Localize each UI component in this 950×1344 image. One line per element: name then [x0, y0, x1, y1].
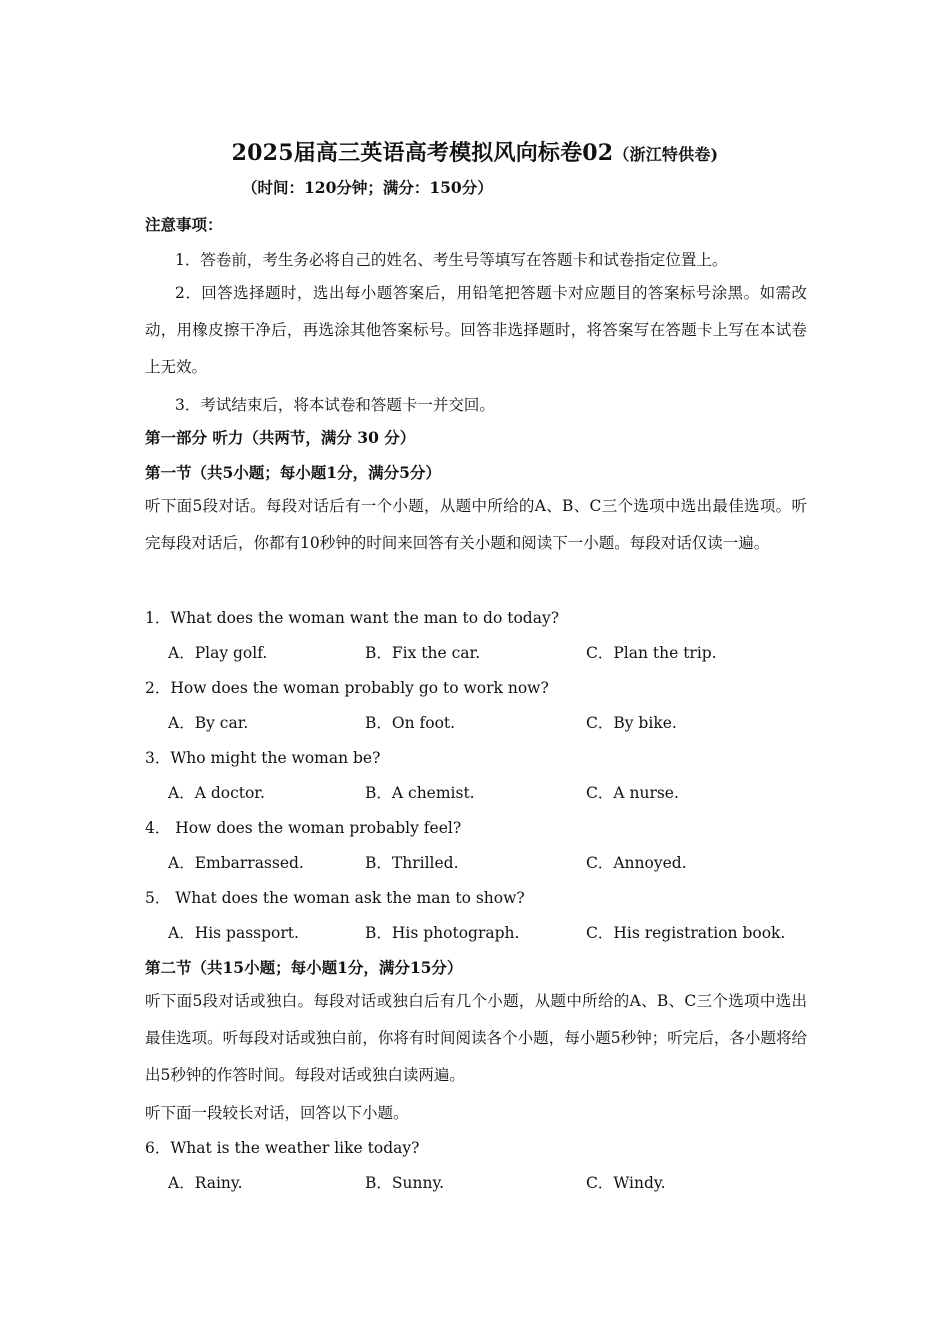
question-1-stem: 1．What does the woman want the man to do today? — [145, 609, 560, 627]
question-6-option-c: C．Windy. — [586, 1174, 666, 1192]
question-2-option-b: B．On foot. — [365, 714, 456, 732]
notice-item-1: 1．答卷前，考生务必将自己的姓名、考生号等填写在答题卡和试卷指定位置上。 — [175, 251, 728, 269]
question-5-option-c: C．His registration book. — [586, 924, 786, 942]
question-3-option-b: B．A chemist. — [365, 784, 475, 802]
notice-heading: 注意事项： — [145, 215, 223, 234]
question-5-option-b: B．His photograph. — [365, 924, 520, 942]
question-2-option-a: A．By car. — [168, 714, 249, 732]
question-4-option-c: C．Annoyed. — [586, 854, 687, 872]
title-sub: （浙江特供卷) — [613, 145, 719, 164]
dialogue-intro: 听下面一段较长对话，回答以下小题。 — [145, 1104, 409, 1122]
question-4-option-b: B．Thrilled. — [365, 854, 459, 872]
question-5-option-a: A．His passport. — [168, 924, 299, 942]
question-3-option-c: C．A nurse. — [586, 784, 679, 802]
notice-item-3: 3．考试结束后，将本试卷和答题卡一并交回。 — [175, 396, 495, 414]
section2-instructions: 听下面5段对话或独白。每段对话或独白后有几个小题，从题中所给的A、B、C三个选项中选出最佳选项。听每段对话或独白前，你将有时间阅读各个小题，每小题5秒钟；听完后，各小题将给出5秒钟的作答时间。每段对话或独白读两遍。 — [145, 992, 807, 1084]
section1-instructions: 听下面5段对话。每段对话后有一个小题，从题中所给的A、B、C三个选项中选出最佳选项。听完每段对话后，你都有10秒钟的时间来回答有关小题和阅读下一小题。每段对话仅读一遍。 — [145, 497, 807, 552]
question-2-stem: 2．How does the woman probably go to work now? — [145, 679, 549, 697]
question-1-option-c: C．Plan the trip. — [586, 644, 717, 662]
question-3-stem: 3．Who might the woman be? — [145, 749, 381, 767]
question-1-option-b: B．Fix the car. — [365, 644, 481, 662]
question-5-stem: 5． What does the woman ask the man to show? — [145, 889, 525, 907]
question-6-option-b: B．Sunny. — [365, 1174, 445, 1192]
section1-heading: 第一节（共5小题；每小题1分，满分5分） — [145, 463, 441, 482]
time-info: （时间：120分钟；满分：150分） — [242, 178, 493, 197]
title-main: 2025届高三英语高考模拟风向标卷02 — [231, 140, 614, 166]
question-6-option-a: A．Rainy. — [168, 1174, 243, 1192]
part1-heading: 第一部分 听力（共两节，满分 30 分） — [145, 428, 416, 447]
question-4-option-a: A．Embarrassed. — [168, 854, 304, 872]
page-title — [0, 136, 950, 167]
question-4-stem: 4． How does the woman probably feel? — [145, 819, 462, 837]
question-3-option-a: A．A doctor. — [168, 784, 265, 802]
question-6-stem: 6．What is the weather like today? — [145, 1139, 420, 1157]
notice-item-2: 2．回答选择题时，选出每小题答案后，用铅笔把答题卡对应题目的答案标号涂黑。如需改动，用橡皮擦干净后，再选涂其他答案标号。回答非选择题时，将答案写在答题卡上写在本试卷上无效。 — [145, 284, 807, 376]
question-1-option-a: A．Play golf. — [168, 644, 268, 662]
question-2-option-c: C．By bike. — [586, 714, 677, 732]
section2-heading: 第二节（共15小题；每小题1分，满分15分） — [145, 958, 463, 977]
